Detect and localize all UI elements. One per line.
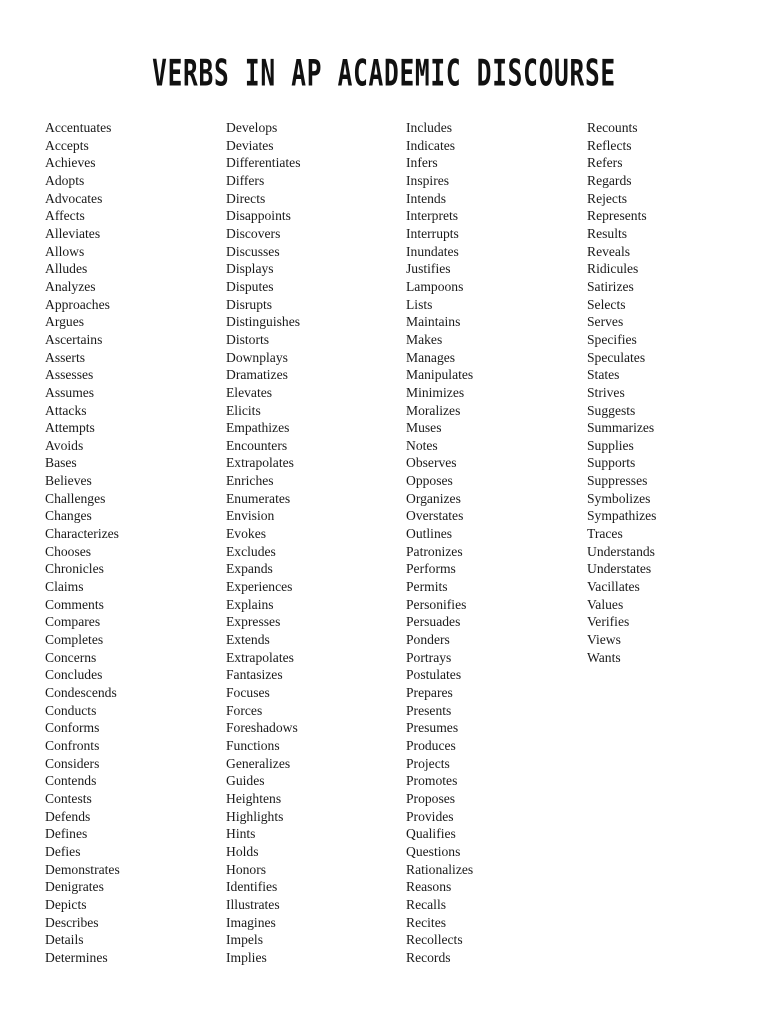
verb-item: Affects	[45, 208, 85, 224]
verb-item: Forces	[226, 702, 263, 718]
verb-item: Believes	[45, 473, 92, 489]
verb-item: Traces	[587, 526, 623, 542]
verb-item: Alleviates	[45, 225, 101, 241]
verb-item: Specifies	[587, 331, 637, 347]
verb-column-1	[45, 119, 120, 967]
verb-item: Experiences	[226, 579, 293, 595]
verb-item: Asserts	[45, 349, 86, 365]
verb-item: Functions	[226, 737, 280, 753]
verb-item: Summarizes	[587, 420, 655, 436]
verb-item: Overstates	[406, 508, 464, 524]
verb-item: Considers	[45, 755, 100, 771]
verb-item: Disrupts	[226, 296, 273, 312]
verb-item: Patronizes	[406, 543, 463, 559]
verb-item: Prepares	[406, 685, 453, 700]
verb-item: Contends	[45, 773, 97, 789]
verb-item: Differs	[226, 172, 265, 188]
verb-item: Manipulates	[406, 367, 474, 383]
verb-item: Distorts	[226, 331, 270, 347]
verb-item: Represents	[587, 208, 647, 224]
verb-item: Wants	[587, 649, 621, 665]
verb-item: Inspires	[406, 172, 450, 188]
verb-item: Justifies	[406, 261, 451, 277]
verb-item: Selects	[587, 296, 626, 312]
verb-item: Supports	[587, 455, 636, 471]
verb-item: Ascertains	[45, 331, 103, 347]
verb-item: Bases	[45, 455, 77, 471]
verb-item: Questions	[406, 843, 461, 859]
verb-item: Expresses	[226, 614, 281, 630]
verb-item: Performs	[406, 561, 456, 577]
page-title: VERBS IN AP ACADEMIC DISCOURSE	[152, 52, 616, 96]
verb-item: Demonstrates	[45, 861, 120, 877]
verb-item: Downplays	[226, 349, 288, 365]
verb-item: Opposes	[406, 473, 453, 489]
verb-item: Qualifies	[406, 826, 456, 842]
verb-item: Details	[45, 932, 84, 948]
verb-item: Strives	[587, 384, 625, 400]
verb-item: Distinguishes	[226, 314, 301, 330]
verb-item: Conforms	[45, 720, 100, 736]
verb-item: Organizes	[406, 490, 461, 506]
verb-item: Rejects	[587, 190, 628, 206]
verb-item: Allows	[45, 243, 85, 259]
verb-item: Portrays	[406, 649, 452, 665]
verb-item: Recounts	[587, 120, 638, 135]
verb-item: Infers	[406, 155, 438, 171]
verb-item: Observes	[406, 455, 457, 471]
verb-item: Persuades	[406, 614, 461, 630]
verb-item: Chronicles	[45, 561, 104, 577]
verb-item: Deviates	[226, 137, 274, 153]
verb-item: Approaches	[45, 296, 110, 312]
verb-item: Assesses	[45, 367, 94, 383]
verb-item: Adopts	[45, 172, 85, 188]
verb-item: Recites	[406, 914, 447, 930]
verb-item: Maintains	[406, 314, 461, 330]
verb-item: Speculates	[587, 349, 646, 365]
verb-item: Recollects	[406, 932, 463, 948]
verb-item: Guides	[226, 773, 265, 789]
verb-item: Minimizes	[406, 384, 465, 400]
verb-item: Personifies	[406, 596, 467, 612]
verb-item: Impels	[226, 932, 263, 948]
verb-item: Makes	[406, 331, 443, 347]
verb-item: Contests	[45, 790, 92, 806]
verb-item: Develops	[226, 120, 278, 135]
verb-item: Hints	[226, 826, 256, 842]
verb-item: Disappoints	[226, 208, 291, 224]
verb-item: Determines	[45, 949, 108, 965]
verb-item: Understands	[587, 543, 655, 559]
verb-item: Notes	[406, 437, 438, 453]
verb-item: Assumes	[45, 384, 95, 400]
verb-item: Implies	[226, 949, 267, 965]
verb-item: Concerns	[45, 649, 97, 665]
verb-item: Analyzes	[45, 278, 96, 294]
verb-column-4	[587, 119, 656, 666]
verb-item: Accentuates	[45, 120, 112, 135]
verb-item: Compares	[45, 614, 101, 630]
verb-item: Includes	[406, 120, 453, 135]
verb-item: Displays	[226, 261, 274, 277]
verb-item: Directs	[226, 190, 266, 206]
verb-item: Reveals	[587, 243, 631, 259]
verb-item: Highlights	[226, 808, 284, 824]
verb-item: Imagines	[226, 914, 276, 930]
verb-item: Defies	[45, 843, 81, 859]
verb-item: Enumerates	[226, 490, 291, 506]
verb-item: Changes	[45, 508, 92, 524]
verb-item: Vacillates	[587, 579, 640, 595]
verb-item: Extrapolates	[226, 455, 294, 471]
verb-item: Comments	[45, 596, 104, 612]
verb-item: Lists	[406, 296, 433, 312]
verb-item: Chooses	[45, 543, 92, 559]
verb-item: Challenges	[45, 490, 106, 506]
verb-item: States	[587, 367, 620, 383]
verb-item: Regards	[587, 172, 632, 188]
verb-item: Reasons	[406, 879, 452, 895]
verb-item: Claims	[45, 579, 84, 595]
verb-item: Focuses	[226, 685, 270, 700]
verb-item: Serves	[587, 314, 624, 330]
verb-item: Elevates	[226, 384, 273, 400]
verb-item: Argues	[45, 314, 85, 330]
verb-item: Holds	[226, 843, 259, 859]
verb-item: Disputes	[226, 278, 274, 294]
verb-item: Dramatizes	[226, 367, 288, 383]
verb-item: Promotes	[406, 773, 458, 789]
verb-item: Denigrates	[45, 879, 104, 895]
verb-item: Conducts	[45, 702, 97, 718]
verb-item: Muses	[406, 420, 442, 436]
verb-item: Understates	[587, 561, 652, 577]
verb-item: Differentiates	[226, 155, 301, 171]
verb-item: Encounters	[226, 437, 288, 453]
verb-item: Defines	[45, 826, 88, 842]
verb-item: Ponders	[406, 632, 450, 648]
verb-item: Supplies	[587, 437, 634, 453]
verb-item: Recalls	[406, 896, 447, 912]
verb-item: Depicts	[45, 896, 87, 912]
verb-item: Refers	[587, 155, 623, 171]
verb-item: Symbolizes	[587, 490, 651, 506]
verb-item: Fantasizes	[226, 667, 283, 683]
verb-item: Reflects	[587, 137, 632, 153]
verb-item: Foreshadows	[226, 720, 298, 736]
verb-item: Presumes	[406, 720, 459, 736]
verb-item: Defends	[45, 808, 91, 824]
verb-column-3	[406, 119, 473, 967]
verb-item: Concludes	[45, 667, 103, 683]
verb-item: Values	[587, 596, 624, 612]
verb-item: Suggests	[587, 402, 636, 418]
verb-item: Advocates	[45, 190, 103, 206]
verb-item: Extends	[226, 632, 270, 648]
verb-item: Attempts	[45, 420, 95, 436]
verb-item: Expands	[226, 561, 273, 577]
verb-item: Outlines	[406, 526, 453, 542]
verb-item: Views	[587, 632, 621, 648]
verb-item: Attacks	[45, 402, 87, 418]
verb-item: Explains	[226, 596, 274, 612]
verb-item: Extrapolates	[226, 649, 294, 665]
verb-item: Interprets	[406, 208, 459, 224]
verb-item: Heightens	[226, 790, 282, 806]
verb-item: Illustrates	[226, 896, 280, 912]
verb-item: Confronts	[45, 737, 100, 753]
verb-item: Excludes	[226, 543, 276, 559]
verb-item: Completes	[45, 632, 104, 648]
verb-item: Inundates	[406, 243, 459, 259]
verb-item: Describes	[45, 914, 99, 930]
verb-item: Suppresses	[587, 473, 648, 489]
verb-item: Lampoons	[406, 278, 464, 294]
verb-item: Evokes	[226, 526, 267, 542]
verb-item: Characterizes	[45, 526, 119, 542]
verb-item: Empathizes	[226, 420, 290, 436]
verb-item: Records	[406, 949, 451, 965]
verb-item: Discovers	[226, 225, 281, 241]
verb-item: Postulates	[406, 667, 462, 683]
verb-item: Rationalizes	[406, 861, 474, 877]
verb-item: Moralizes	[406, 402, 461, 418]
verb-item: Provides	[406, 808, 454, 824]
verb-column-2	[226, 119, 300, 967]
verb-item: Ridicules	[587, 261, 639, 277]
verb-item: Honors	[226, 861, 267, 877]
verb-item: Projects	[406, 755, 450, 771]
verb-item: Discusses	[226, 243, 280, 259]
verb-item: Intends	[406, 190, 447, 206]
verb-item: Alludes	[45, 261, 88, 277]
verb-item: Permits	[406, 579, 448, 595]
verb-item: Presents	[406, 702, 452, 718]
verb-item: Accepts	[45, 137, 89, 153]
verb-item: Produces	[406, 737, 456, 753]
verb-item: Manages	[406, 349, 456, 365]
verb-item: Avoids	[45, 437, 84, 453]
verb-item: Indicates	[406, 137, 456, 153]
verb-item: Results	[587, 225, 628, 241]
verb-item: Proposes	[406, 790, 456, 806]
verb-item: Achieves	[45, 155, 96, 171]
verb-item: Sympathizes	[587, 508, 657, 524]
verb-item: Elicits	[226, 402, 261, 418]
verb-item: Verifies	[587, 614, 630, 630]
verb-item: Satirizes	[587, 278, 634, 294]
verb-item: Envision	[226, 508, 275, 524]
verb-item: Generalizes	[226, 755, 291, 771]
verb-item: Interrupts	[406, 225, 459, 241]
verb-item: Condescends	[45, 685, 117, 700]
verb-item: Identifies	[226, 879, 278, 895]
verb-item: Enriches	[226, 473, 274, 489]
